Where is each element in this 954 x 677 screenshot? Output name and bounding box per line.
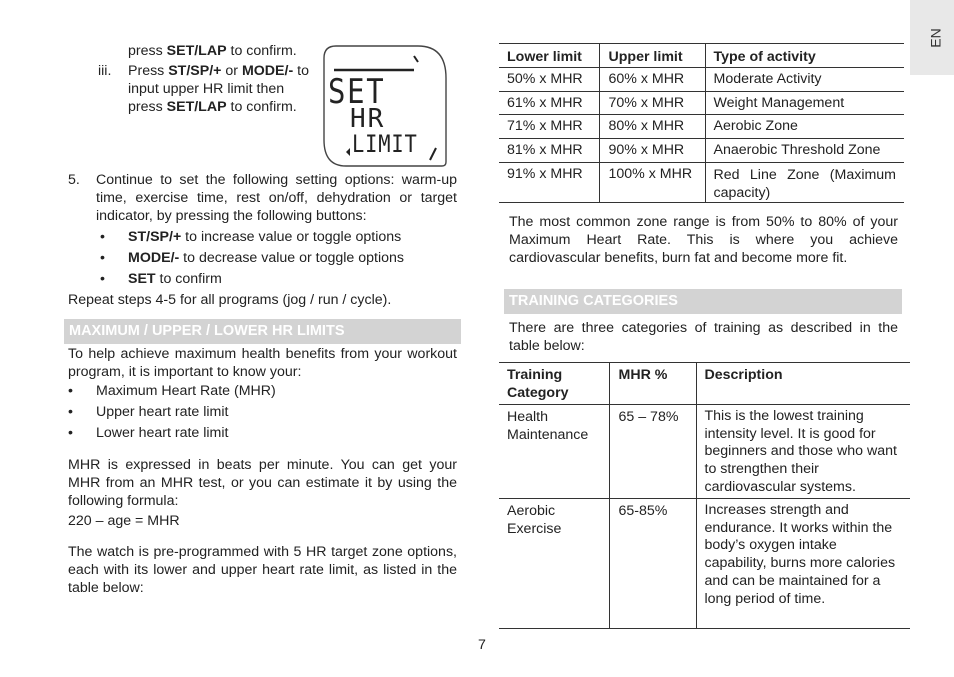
list-item	[68, 403, 428, 424]
hr-zone-table	[499, 43, 904, 203]
language-tab-label: EN	[927, 28, 944, 48]
text: or	[221, 63, 242, 79]
table-row	[499, 115, 904, 139]
table-cell: This is the lowest training intensity level. It is good for beginners and those who want to strengthen their cardiovascular systems.	[704, 408, 897, 495]
text: Upper heart rate limit	[96, 404, 229, 420]
lcd-row-set: SET	[328, 72, 386, 112]
step-iii-line3	[128, 98, 297, 116]
table-cell: 90% x MHR	[599, 139, 705, 163]
table-cell: 65 – 78%	[609, 405, 696, 499]
table-header-row	[499, 363, 910, 405]
bullet: •	[68, 425, 73, 441]
table-cell: Anaerobic Threshold Zone	[713, 142, 881, 158]
table-row	[499, 68, 904, 92]
step-iii-line2: input upper HR limit then	[128, 81, 285, 97]
repeat-text: Repeat steps 4-5 for all programs (jog / run / cycle).	[68, 292, 392, 308]
table-row	[499, 92, 904, 115]
step5-text: Continue to set the following setting options: warm-up time, exercise time, rest on/off, dehydration or target indicator, by pressing the following buttons:	[96, 172, 457, 224]
table-cell: Moderate Activity	[713, 71, 822, 87]
list-item	[68, 382, 428, 403]
column-header: Lower limit	[499, 44, 599, 68]
table-cell: 71% x MHR	[499, 115, 599, 139]
text: Lower heart rate limit	[96, 425, 229, 441]
mhr-formula: 220 – age = MHR	[68, 513, 180, 529]
bullet: •	[68, 383, 73, 399]
table-row	[499, 499, 910, 629]
categories-intro: There are three categories of training as described in the table below:	[509, 320, 898, 354]
table-cell: 80% x MHR	[599, 115, 705, 139]
text: to confirm.	[226, 99, 297, 115]
step5-bullet-list	[100, 228, 460, 291]
step-ii-tail	[128, 42, 297, 60]
column-header: Description	[704, 367, 783, 383]
button-name: SET/LAP	[166, 99, 227, 115]
list-item	[100, 228, 460, 249]
table-cell: Aerobic Exercise	[499, 499, 609, 629]
step-iii-line1	[128, 62, 309, 80]
table-row	[499, 163, 904, 203]
table-cell: Red Line Zone (Maximum capacity)	[713, 167, 896, 201]
bullet: •	[100, 229, 105, 245]
bullet: •	[100, 250, 105, 266]
table-row	[499, 139, 904, 163]
button-name: SET/LAP	[166, 43, 227, 59]
table-cell: Weight Management	[713, 95, 845, 111]
watch-display	[322, 44, 448, 168]
bullet: •	[68, 404, 73, 420]
list-item	[68, 424, 428, 445]
column-header: Training Category	[499, 363, 609, 405]
table-cell: 61% x MHR	[499, 92, 599, 115]
training-categories-table	[499, 362, 910, 629]
section-heading-training-categories: TRAINING CATEGORIES	[504, 289, 902, 314]
table-cell: 50% x MHR	[499, 68, 599, 92]
button-name: MODE/-	[241, 63, 294, 79]
text: Maximum Heart Rate (MHR)	[96, 383, 276, 399]
preprogrammed-text: The watch is pre-programmed with 5 HR target zone options, each with its lower and upper heart rate limit, as listed in the table below:	[68, 544, 457, 596]
text: Press	[128, 63, 169, 79]
text: SET to confirm	[128, 271, 222, 287]
know-bullet-list	[68, 382, 428, 445]
bullet: •	[100, 271, 105, 287]
column-header: MHR %	[609, 363, 696, 405]
list-item	[100, 249, 460, 270]
table-cell: 70% x MHR	[599, 92, 705, 115]
table-header-row	[499, 44, 904, 68]
step-number: 5.	[68, 172, 80, 188]
table-cell: 65-85%	[609, 499, 696, 629]
text: to	[293, 63, 309, 79]
text: press	[128, 99, 167, 115]
list-item	[100, 270, 460, 291]
button-name: ST/SP/+	[168, 63, 222, 79]
table-cell: Aerobic Zone	[713, 118, 798, 134]
text: MODE/- to decrease value or toggle options	[128, 250, 405, 266]
page-number: 7	[478, 637, 486, 653]
text: to confirm.	[226, 43, 297, 59]
intro-text: To help achieve maximum health benefits from your workout program, it is important to know your:	[68, 346, 457, 380]
step-number: iii.	[98, 63, 112, 79]
lcd-row-limit: LIMIT	[352, 130, 418, 158]
mhr-text: MHR is expressed in beats per minute. You can get your MHR from an MHR test, or you can estimate it by using the following formula:	[68, 457, 457, 509]
lcd-row-hr: HR	[350, 104, 386, 134]
column-header: Type of activity	[713, 49, 816, 65]
table-cell: 91% x MHR	[499, 163, 599, 203]
zone-note: The most common zone range is from 50% to 80% of your Maximum Heart Rate. This is where you achieve cardiovascular benefits, burn fat and become more fit.	[509, 214, 898, 266]
section-heading-hr-limits: MAXIMUM / UPPER / LOWER HR LIMITS	[64, 319, 461, 344]
table-row	[499, 405, 910, 499]
text: press	[128, 43, 167, 59]
table-cell: 81% x MHR	[499, 139, 599, 163]
table-cell: Health Maintenance	[499, 405, 609, 499]
column-header: Upper limit	[599, 44, 705, 68]
table-cell: Increases strength and endurance. It works within the body’s oxygen intake capability, burns more calories and can be maintained for a long period of time.	[704, 502, 896, 607]
language-tab	[910, 0, 954, 75]
text: ST/SP/+ to increase value or toggle options	[128, 229, 402, 245]
table-cell: 60% x MHR	[599, 68, 705, 92]
table-cell: 100% x MHR	[599, 163, 705, 203]
